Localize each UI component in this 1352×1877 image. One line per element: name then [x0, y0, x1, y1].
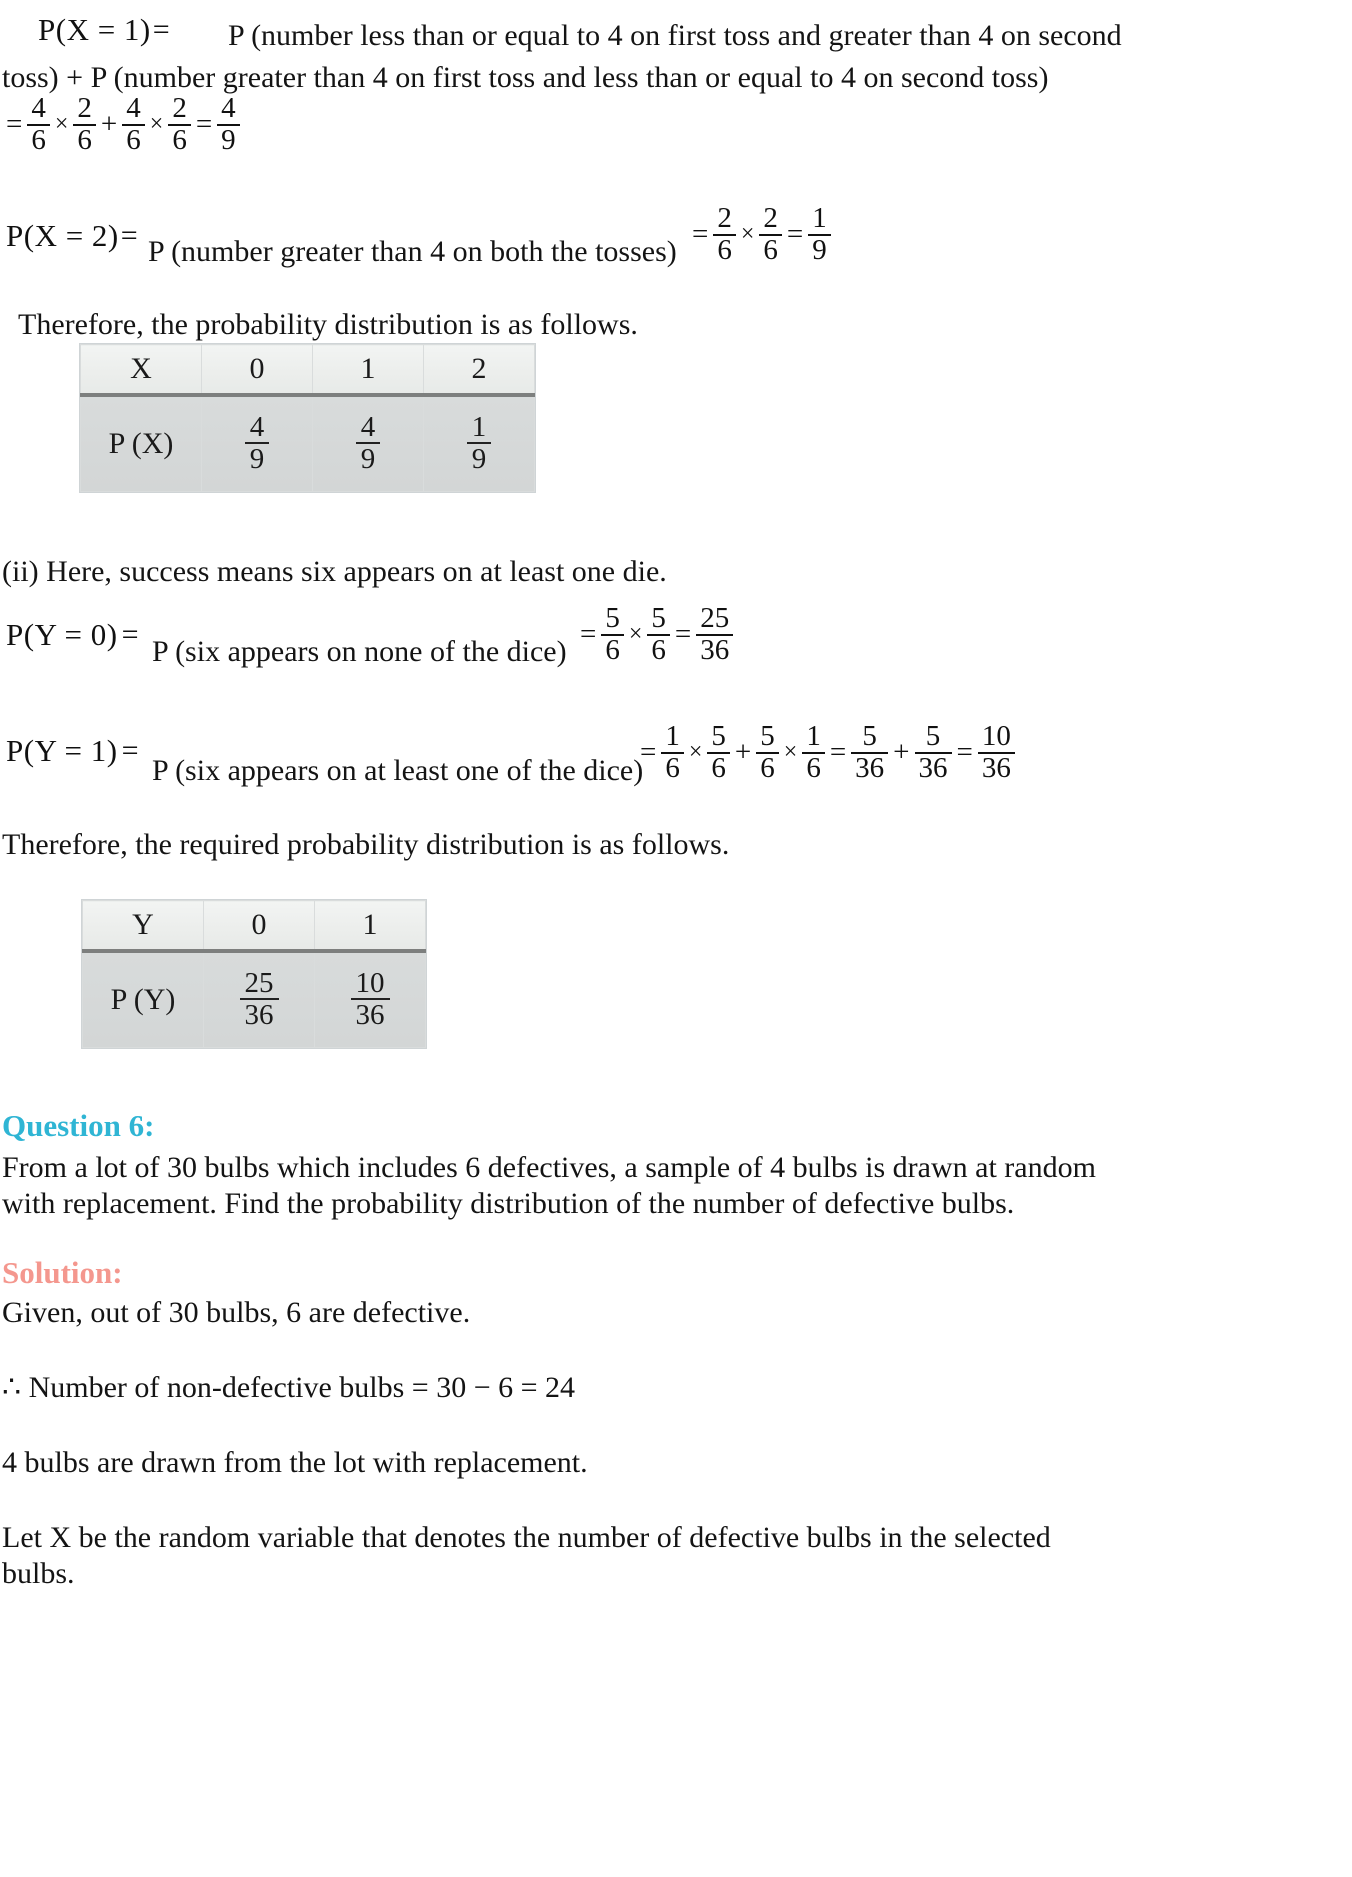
solution-line-2: ∴ Number of non-defective bulbs = 30 − 6 = 24 [2, 1371, 576, 1404]
py1-equals: = [121, 734, 139, 767]
py0-label: P(Y = 0) [6, 617, 118, 652]
px1-label: P(X = 1) [38, 12, 151, 47]
fraction-denominator: 6 [122, 124, 145, 156]
fraction-denominator: 6 [27, 124, 50, 156]
math-operator: × [54, 111, 69, 138]
fraction: $\frac{4}{9}$ [356, 412, 381, 475]
math-operator: × [740, 221, 755, 248]
math-operator: = [674, 618, 692, 651]
fraction-numerator: 2 [763, 202, 778, 234]
table-row [81, 345, 535, 396]
fraction-numerator: 4 [31, 92, 46, 124]
px2-calc-lead: = [692, 218, 709, 251]
fraction-numerator: 5 [862, 720, 877, 752]
fraction [978, 722, 1015, 784]
fraction [759, 204, 782, 266]
table-x-value-cell: 1 [313, 345, 424, 396]
fraction-numerator: 10 [981, 720, 1011, 752]
px1-equation-row [38, 12, 170, 48]
px1-text-line2: toss) + P (number greater than 4 on first toss and less than or equal to 4 on second toss) [2, 61, 1049, 94]
table-px-fraction-cell [313, 395, 424, 492]
px2-calculation [690, 202, 834, 267]
py1-calc-terms [658, 720, 1018, 785]
table-py-fraction-cell [204, 951, 315, 1048]
fraction-denominator: 36 [851, 752, 888, 784]
px1-equals: = [152, 13, 170, 46]
fraction [851, 722, 888, 784]
probability-distribution-table-y [82, 900, 426, 1048]
fraction [915, 722, 952, 784]
fraction [713, 204, 736, 266]
probability-distribution-table-x [80, 344, 535, 492]
table-px-fraction-cell [202, 395, 313, 492]
py0-calc-terms [598, 602, 736, 667]
fraction-denominator: 9 [808, 234, 831, 266]
px1-text-line1: P (number less than or equal to 4 on first toss and greater than 4 on second [228, 19, 1122, 52]
fraction-numerator: 1 [806, 720, 821, 752]
fraction [217, 94, 240, 156]
math-operator: = [195, 108, 213, 141]
px1-calc-terms [24, 92, 242, 157]
math-operator: × [628, 621, 643, 648]
table-row [81, 395, 535, 492]
py0-calculation [578, 602, 736, 667]
px2-equals: = [120, 219, 138, 252]
fraction-numerator: 5 [925, 720, 941, 752]
solution-line-5: bulbs. [2, 1557, 75, 1590]
table-px-fraction-cell [424, 395, 535, 492]
fraction: $\frac{1}{9}$ [467, 412, 492, 475]
table-py-row-header: P (Y) [83, 951, 204, 1048]
fraction-denominator: 6 [713, 234, 736, 266]
therefore-line-2: Therefore, the required probability distribution is as follows. [2, 828, 730, 861]
fraction-denominator: 6 [759, 234, 782, 266]
py0-equation-row [6, 617, 139, 653]
fraction-numerator: 4 [221, 92, 236, 124]
fraction: $\frac{4}{9}$ [245, 412, 270, 475]
py1-text: P (six appears on at least one of the dice) [152, 754, 644, 787]
fraction-numerator: 5 [760, 720, 775, 752]
fraction-denominator: 6 [661, 752, 684, 784]
fraction-denominator: 9 [217, 124, 240, 156]
fraction [647, 604, 670, 666]
py0-text: P (six appears on none of the dice) [152, 635, 567, 668]
table-y-row-header: Y [83, 901, 204, 952]
fraction [122, 94, 145, 156]
py0-calc-lead: = [580, 618, 597, 651]
fraction-denominator: 36 [915, 752, 952, 784]
math-operator: = [829, 736, 847, 769]
fraction: $\frac{25}{36}$ [240, 968, 279, 1031]
fraction [802, 722, 825, 784]
fraction-denominator: 6 [601, 634, 624, 666]
table-row [83, 951, 426, 1048]
math-operator: × [688, 739, 703, 766]
table-x-value-cell: 0 [202, 345, 313, 396]
math-operator: = [786, 218, 804, 251]
px1-calculation [4, 92, 243, 157]
px2-equation-row [6, 218, 138, 254]
table-py-fraction-cell [315, 951, 426, 1048]
py0-equals: = [121, 618, 139, 651]
math-operator: + [734, 736, 752, 769]
math-operator: + [100, 108, 118, 141]
fraction-denominator: 6 [707, 752, 730, 784]
fraction [707, 722, 730, 784]
py1-calculation [638, 720, 1018, 785]
fraction-denominator: 36 [696, 634, 733, 666]
px1-calc-lead: = [6, 108, 23, 141]
table-px-row-header: P (X) [81, 395, 202, 492]
table-y-value-cell: 1 [315, 901, 426, 952]
fraction-numerator: 4 [126, 92, 141, 124]
py1-label: P(Y = 1) [6, 733, 118, 768]
fraction [756, 722, 779, 784]
fraction [696, 604, 733, 666]
fraction [168, 94, 191, 156]
fraction-denominator: 6 [756, 752, 779, 784]
fraction-denominator: 6 [647, 634, 670, 666]
fraction: $\frac{10}{36}$ [351, 968, 390, 1031]
fraction-numerator: 25 [700, 602, 730, 634]
fraction-numerator: 2 [172, 92, 187, 124]
fraction-numerator: 5 [651, 602, 666, 634]
math-operator: × [149, 111, 164, 138]
solution-line-3: 4 bulbs are drawn from the lot with replacement. [2, 1446, 588, 1479]
question-6-heading: Question 6: [2, 1108, 155, 1143]
fraction [661, 722, 684, 784]
solution-line-4: Let X be the random variable that denotes the number of defective bulbs in the selected [2, 1521, 1051, 1554]
question-6-line-2: with replacement. Find the probability distribution of the number of defective bulbs. [2, 1187, 1015, 1220]
py1-equation-row [6, 733, 139, 769]
fraction-numerator: 1 [665, 720, 680, 752]
fraction-denominator: 6 [168, 124, 191, 156]
solution-line-1: Given, out of 30 bulbs, 6 are defective. [2, 1296, 471, 1329]
fraction-numerator: 5 [711, 720, 726, 752]
fraction-denominator: 6 [73, 124, 96, 156]
fraction-numerator: 2 [717, 202, 732, 234]
table-row [83, 901, 426, 952]
px2-calc-terms [710, 202, 833, 267]
table-y-value-cell: 0 [204, 901, 315, 952]
fraction-denominator: 36 [978, 752, 1015, 784]
solution-heading: Solution: [2, 1255, 123, 1290]
math-operator: × [783, 739, 798, 766]
math-operator: = [956, 736, 973, 769]
part-ii-text: (ii) Here, success means six appears on at least one die. [2, 555, 667, 588]
therefore-line-1: Therefore, the probability distribution is as follows. [18, 308, 638, 341]
fraction-numerator: 5 [605, 602, 620, 634]
px2-label: P(X = 2) [6, 218, 119, 253]
table-x-value-cell: 2 [424, 345, 535, 396]
py1-calc-lead: = [640, 736, 657, 769]
question-6-line-1: From a lot of 30 bulbs which includes 6 defectives, a sample of 4 bulbs is drawn at random [2, 1151, 1096, 1184]
fraction [808, 204, 831, 266]
fraction [73, 94, 96, 156]
fraction-numerator: 1 [812, 202, 827, 234]
table-x-row-header: X [81, 345, 202, 396]
fraction [601, 604, 624, 666]
fraction [27, 94, 50, 156]
math-operator: + [893, 736, 910, 769]
fraction-denominator: 6 [802, 752, 825, 784]
px2-text: P (number greater than 4 on both the tosses) [148, 235, 677, 268]
fraction-numerator: 2 [77, 92, 92, 124]
